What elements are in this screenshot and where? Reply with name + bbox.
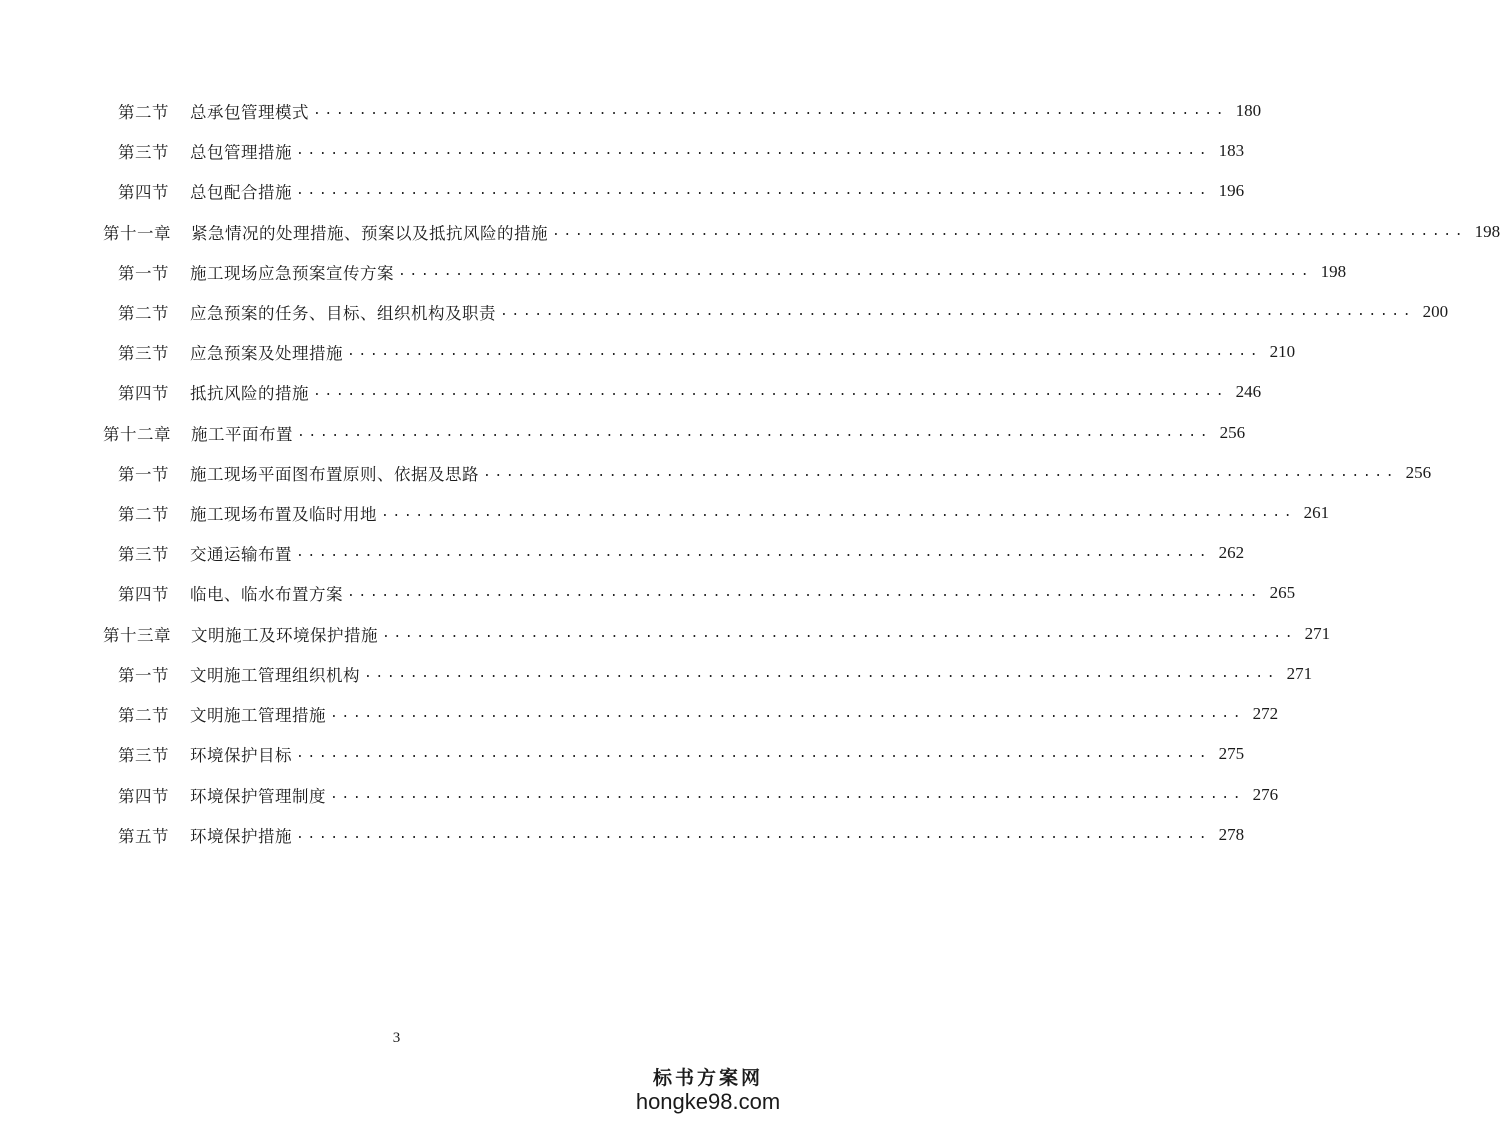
toc-entry-number: 第四节	[118, 787, 169, 806]
dot-leader: ................................................................................	[330, 705, 1245, 721]
toc-chapter-number: 第十一章	[103, 224, 171, 243]
dot-leader: ................................................................................	[382, 625, 1297, 641]
toc-entry-page: 275	[1218, 744, 1245, 763]
toc-entry	[118, 823, 1245, 847]
toc-chapter-title: 紧急情况的处理措施、预案以及抵抗风险的措施	[191, 224, 548, 243]
toc-entry-title: 环境保护措施	[190, 827, 292, 846]
toc-entry-page: 272	[1252, 704, 1279, 723]
toc-entry	[118, 340, 1296, 364]
toc-entry-page: 198	[1320, 262, 1347, 281]
toc-entry-number: 第二节	[118, 706, 169, 725]
toc-entry-title: 应急预案的任务、目标、组织机构及职责	[190, 304, 496, 323]
toc-entry-title: 临电、临水布置方案	[190, 585, 343, 604]
toc-entry	[118, 300, 1449, 324]
toc-entry-page: 183	[1218, 141, 1245, 160]
toc-entry-title: 总承包管理模式	[190, 103, 309, 122]
toc-entry-title: 环境保护目标	[190, 746, 292, 765]
dot-leader: ................................................................................	[381, 504, 1296, 520]
toc-entry-number: 第三节	[118, 746, 169, 765]
dot-leader: ................................................................................	[347, 584, 1262, 600]
toc-entry-number: 第四节	[118, 384, 169, 403]
toc-entry	[118, 541, 1245, 565]
toc-chapter-title: 施工平面布置	[191, 425, 293, 444]
toc-chapter	[103, 622, 1331, 646]
toc-entry-number: 第一节	[118, 264, 169, 283]
toc-entry-page: 262	[1218, 543, 1245, 562]
dot-leader: ................................................................................	[483, 464, 1398, 480]
dot-leader: ................................................................................	[500, 303, 1415, 319]
toc-chapter-title: 文明施工及环境保护措施	[191, 626, 378, 645]
dot-leader: ................................................................................	[296, 544, 1211, 560]
dot-leader: ................................................................................	[296, 745, 1211, 761]
toc-entry-number: 第四节	[118, 183, 169, 202]
toc-entry	[118, 702, 1279, 726]
toc-chapter-number: 第十二章	[103, 425, 171, 444]
toc-entry-title: 交通运输布置	[190, 545, 292, 564]
toc-entry-page: 265	[1269, 583, 1296, 602]
toc-entry-number: 第三节	[118, 344, 169, 363]
toc-entry-title: 抵抗风险的措施	[190, 384, 309, 403]
toc-entry-number: 第一节	[118, 666, 169, 685]
dot-leader: ................................................................................	[330, 786, 1245, 802]
toc-entry-page: 261	[1303, 503, 1330, 522]
toc-entry-title: 环境保护管理制度	[190, 787, 326, 806]
toc-chapter-page: 198	[1474, 222, 1500, 241]
toc-entry	[118, 783, 1279, 807]
toc-entry-page: 276	[1252, 785, 1279, 804]
toc-entry-number: 第三节	[118, 143, 169, 162]
dot-leader: ................................................................................	[296, 142, 1211, 158]
toc-entry-page: 278	[1218, 825, 1245, 844]
toc-entry	[118, 662, 1313, 686]
watermark-domain-text: hongke98.com	[635, 1089, 781, 1114]
toc-entry	[118, 99, 1262, 123]
toc-entry-number: 第三节	[118, 545, 169, 564]
dot-leader: ................................................................................	[552, 223, 1467, 239]
toc-entry	[118, 581, 1296, 605]
toc-entry-page: 271	[1286, 664, 1313, 683]
toc-chapter-page: 256	[1219, 423, 1246, 442]
dot-leader: ................................................................................	[313, 383, 1228, 399]
dot-leader: ................................................................................	[364, 665, 1279, 681]
toc-entry	[118, 260, 1347, 284]
toc-entry-page: 256	[1405, 463, 1432, 482]
toc-entry-title: 施工现场布置及临时用地	[190, 505, 377, 524]
toc-chapter	[103, 220, 1500, 244]
toc-entry-page: 196	[1218, 181, 1245, 200]
toc-entry	[118, 380, 1262, 404]
toc-entry	[118, 501, 1330, 525]
toc-entry-number: 第一节	[118, 465, 169, 484]
dot-leader: ................................................................................	[398, 263, 1313, 279]
toc-chapter	[103, 421, 1246, 445]
dot-leader: ................................................................................	[297, 424, 1212, 440]
toc-entry-title: 施工现场应急预案宣传方案	[190, 264, 394, 283]
toc-entry-page: 246	[1235, 382, 1262, 401]
toc-entry-page: 210	[1269, 342, 1296, 361]
toc-entry-page: 180	[1235, 101, 1262, 120]
toc-chapter-number: 第十三章	[103, 626, 171, 645]
toc-entry-title: 总包管理措施	[190, 143, 292, 162]
dot-leader: ................................................................................	[347, 343, 1262, 359]
toc-chapter-page: 271	[1304, 624, 1331, 643]
toc-entry-title: 文明施工管理组织机构	[190, 666, 360, 685]
dot-leader: ................................................................................	[296, 182, 1211, 198]
toc-entry-number: 第四节	[118, 585, 169, 604]
toc-entry	[118, 742, 1245, 766]
toc-entry-number: 第二节	[118, 505, 169, 524]
toc-entry-number: 第二节	[118, 103, 169, 122]
toc-entry-number: 第五节	[118, 827, 169, 846]
page-number: 3	[392, 1030, 401, 1046]
watermark-chinese-text: 标书方案网	[652, 1067, 763, 1089]
toc-entry-page: 200	[1422, 302, 1449, 321]
toc-entry-number: 第二节	[118, 304, 169, 323]
dot-leader: ................................................................................	[313, 102, 1228, 118]
toc-entry	[118, 461, 1432, 485]
watermark-logo	[628, 1066, 788, 1114]
toc-entry	[118, 179, 1245, 203]
toc-entry-title: 文明施工管理措施	[190, 706, 326, 725]
toc-entry-title: 施工现场平面图布置原则、依据及思路	[190, 465, 479, 484]
toc-entry-title: 应急预案及处理措施	[190, 344, 343, 363]
dot-leader: ................................................................................	[296, 826, 1211, 842]
toc-entry-title: 总包配合措施	[190, 183, 292, 202]
toc-entry	[118, 139, 1245, 163]
